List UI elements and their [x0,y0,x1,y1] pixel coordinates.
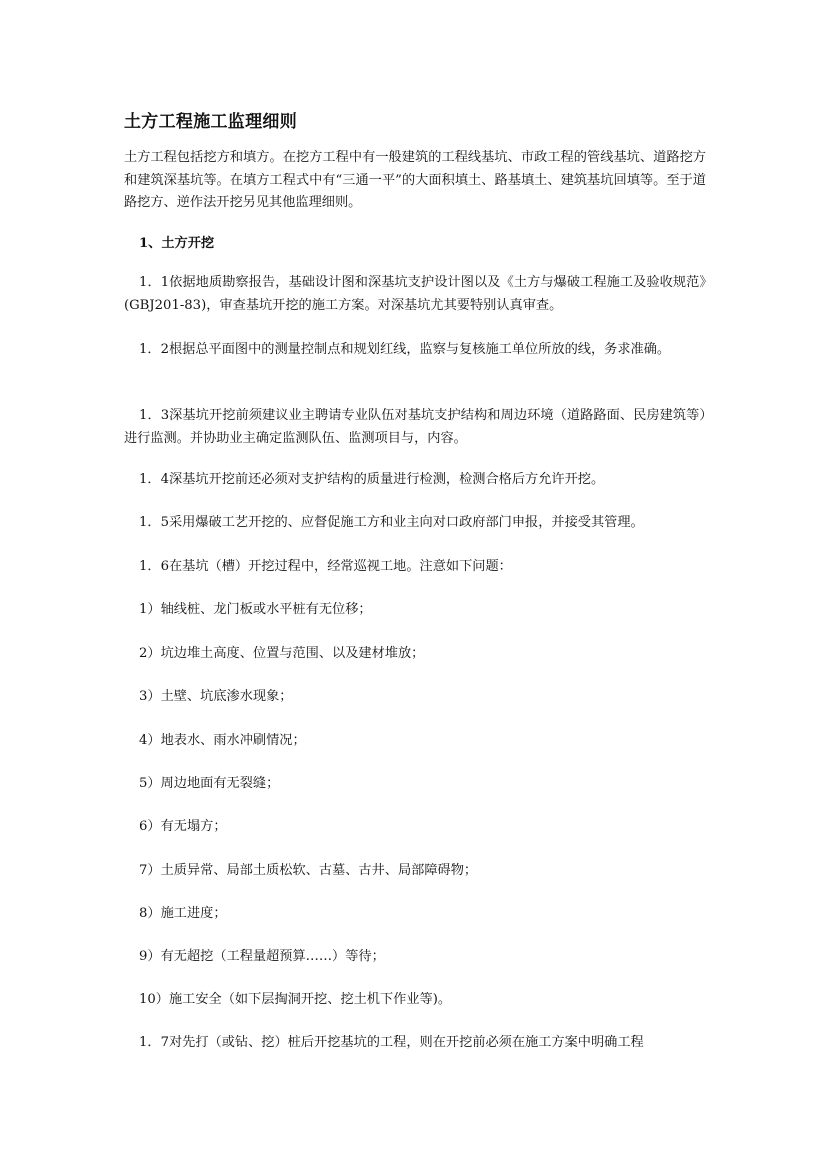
list-item: 5）周边地面有无裂缝； [139,776,280,791]
section-heading: 1、土方开挖 [139,236,215,251]
paragraph-1-2 [124,339,706,362]
paragraph-1-5 [124,512,706,535]
paragraph-1-3 [124,405,706,450]
list-item: 6）有无塌方； [139,819,227,834]
paragraph-1-7 [124,1032,706,1055]
list-item: 4）地表水、雨水冲刷情况； [139,733,306,748]
list-item: 3）土壁、坑底渗水现象； [139,689,293,704]
paragraph-1-1 [124,272,706,317]
paragraph-text: 1．1依据地质勘察报告，基础设计图和深基坑支护设计图以及《土方与爆破工程施工及验收规范》(GBJ201-83)，审查基坑开挖的施工方案。对深基坑尤其要特别认真审查。 [124,275,706,313]
intro-paragraph: 土方工程包括挖方和填方。在挖方工程中有一般建筑的工程线基坑、市政工程的管线基坑、道路挖方和建筑深基坑等。在填方工程式中有“三通一平”的大面积填土、路基填土、建筑基坑回填等。至于道路挖方、逆作法开挖另见其他监理细则。 [124,150,706,210]
paragraph-text: 1．3深基坑开挖前须建议业主聘请专业队伍对基坑支护结构和周边环境（道路路面、民房建筑等）进行监测。并协助业主确定监测队伍、监测项目与，内容。 [124,408,706,446]
paragraph-1-4 [124,469,706,492]
paragraph-text: 1．4深基坑开挖前还必须对支护结构的质量进行检测，检测合格后方允许开挖。 [139,472,605,487]
list-item: 10）施工安全（如下层掏洞开挖、挖土机下作业等)。 [139,992,452,1007]
paragraph-1-6 [124,556,706,579]
list-item: 8）施工进度； [139,906,227,921]
list-item: 2）坑边堆土高度、位置与范围、以及建材堆放； [139,646,425,661]
document-title: 土方工程施工监理细则 [124,112,297,132]
list-item: 9）有无超挖（工程量超预算……）等待； [139,949,385,964]
paragraph-text: 1．6在基坑（槽）开挖过程中，经常巡视工地。注意如下问题： [139,559,512,574]
paragraph-text: 1．2根据总平面图中的测量控制点和规划红线，监察与复核施工单位所放的线，务求准确。 [139,342,671,357]
paragraph-text: 1．5采用爆破工艺开挖的、应督促施工方和业主向对口政府部门申报，并接受其管理。 [139,515,644,530]
list-item: 7）土质异常、局部土质松软、古墓、古井、局部障碍物； [139,863,478,878]
list-item: 1）轴线桩、龙门板或水平桩有无位移； [139,602,372,617]
paragraph-text: 1．7对先打（或钻、挖）桩后开挖基坑的工程，则在开挖前必须在施工方案中明确工程 [139,1035,644,1050]
